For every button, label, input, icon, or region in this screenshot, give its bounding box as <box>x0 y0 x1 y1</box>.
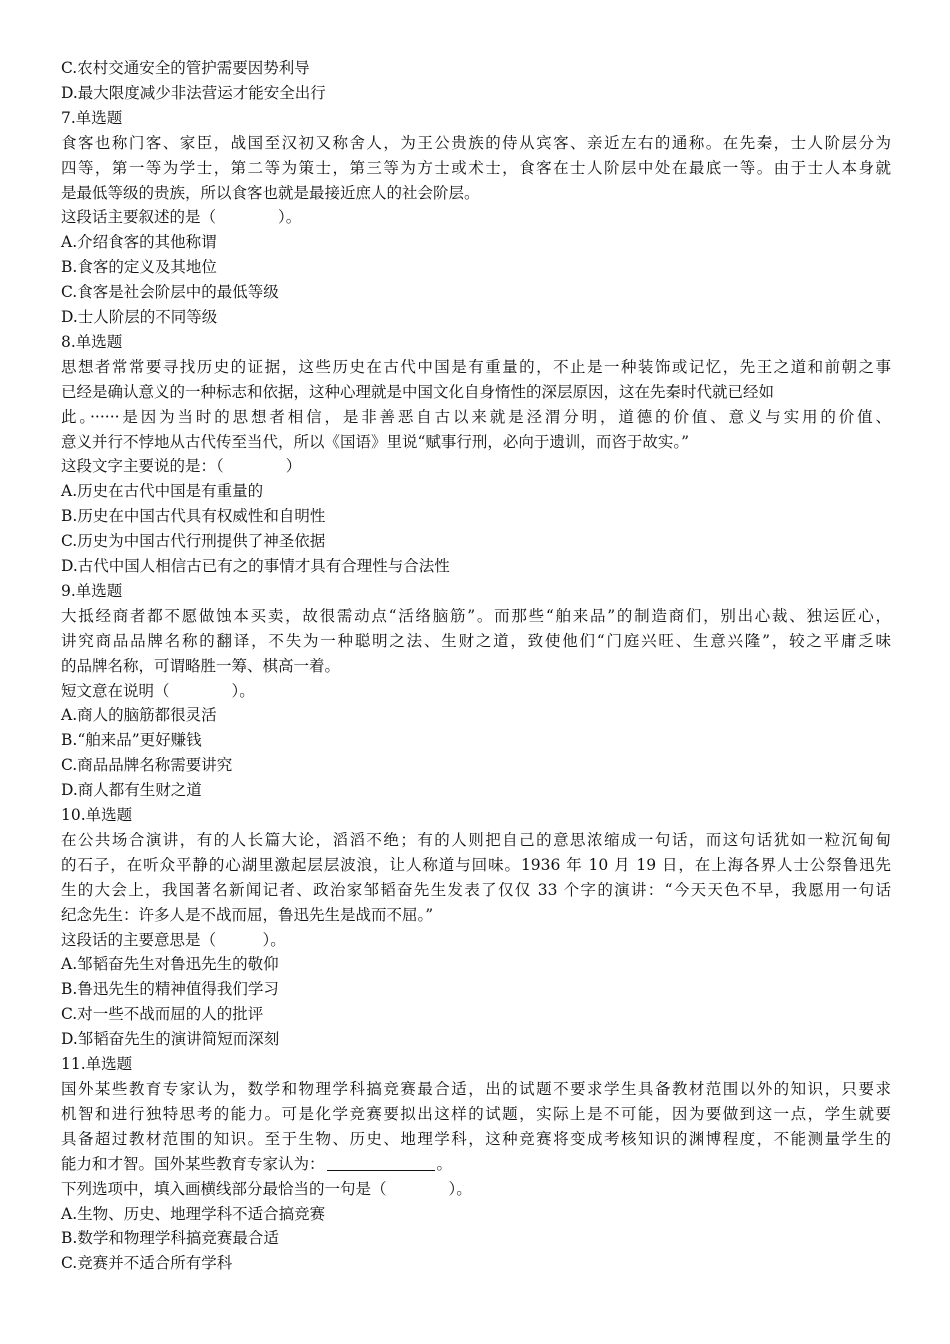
q11-passage-line <box>61 1152 891 1177</box>
q11-passage-text: 能力和才智。国外某些教育专家认为： <box>61 1154 325 1173</box>
q8-option-d: D.古代中国人相信古已有之的事情才具有合理性与合法性 <box>61 557 450 576</box>
exam-page <box>61 56 891 1276</box>
q7-option-a: A.介绍食客的其他称谓 <box>61 233 217 252</box>
q8-option-b: B.历史在中国古代具有权威性和自明性 <box>61 507 326 526</box>
q8-passage-line: 意义并行不悖地从古代传至当代，所以《国语》里说“赋事行刑，必向于遗训，而咨于故实。” <box>61 432 690 451</box>
q9-question: 短文意在说明（ ）。 <box>61 681 255 700</box>
q11-option-c: C.竞赛并不适合所有学科 <box>61 1254 233 1273</box>
q11-option-b: B.数学和物理学科搞竞赛最合适 <box>61 1229 279 1248</box>
q7-passage-line: 食客也称门客、家臣，战国至汉初又称舍人，为王公贵族的侍从宾客、亲近左右的通称。在先秦，士人阶层分为 <box>61 133 891 152</box>
q7-passage-line: 是最低等级的贵族，所以食客也就是最接近庶人的社会阶层。 <box>61 183 480 202</box>
q7-option-c: C.食客是社会阶层中的最低等级 <box>61 283 279 302</box>
q9-passage-line: 大抵经商者都不愿做蚀本买卖，故很需动点“活络脑筋”。而那些“舶来品”的制造商们，别出心裁、独运匠心， <box>61 606 891 625</box>
q9-passage-line: 的品牌名称，可谓略胜一筹、棋高一着。 <box>61 656 341 675</box>
q11-question: 下列选项中，填入画横线部分最恰当的一句是（ ）。 <box>61 1179 472 1198</box>
q8-option-c: C.历史为中国古代行刑提供了神圣依据 <box>61 532 326 551</box>
q9-option-c: C.商品品牌名称需要讲究 <box>61 756 233 775</box>
q10-passage-line: 在公共场合演讲，有的人长篇大论，滔滔不绝；有的人则把自己的意思浓缩成一句话，而这句话犹如一粒沉甸甸 <box>61 831 891 849</box>
q11-option-a: A.生物、历史、地理学科不适合搞竞赛 <box>61 1204 326 1223</box>
q9-option-b: B.“舶来品”更好赚钱 <box>61 731 202 750</box>
q8-passage-line: 已经是确认意义的一种标志和依据，这种心理就是中国文化自身惰性的深层原因，这在先秦时代就已经如 <box>61 382 775 401</box>
q6-option-c: C.农村交通安全的管护需要因势利导 <box>61 59 310 77</box>
q11-passage-line: 国外某些教育专家认为，数学和物理学科搞竞赛最合适，出的试题不要求学生具备教材范围以外的知识，只要求 <box>61 1080 891 1099</box>
fill-in-blank <box>327 1154 435 1171</box>
q11-passage-line: 机智和进行独特思考的能力。可是化学竞赛要拟出这样的试题，实际上是不可能，因为要做到这一点，学生就要 <box>61 1104 891 1123</box>
q10-passage-line: 纪念先生：许多人是不战而屈，鲁迅先生是战而不屈。” <box>61 905 434 924</box>
q6-option-d: D.最大限度减少非法营运才能安全出行 <box>61 83 326 102</box>
q7-option-d: D.士人阶层的不同等级 <box>61 308 218 327</box>
q11-passage-line: 具备超过教材范围的知识。至于生物、历史、地理学科，这种竞赛将变成考核知识的渊博程度，不能测量学生的 <box>61 1129 891 1148</box>
q10-heading: 10.单选题 <box>61 806 133 825</box>
q8-passage-line: 思想者常常要寻找历史的证据，这些历史在古代中国是有重量的，不止是一种装饰或记忆，先王之道和前朝之事 <box>61 357 891 376</box>
q8-passage-line: 此。······是因为当时的思想者相信，是非善恶自古以来就是泾渭分明，道德的价值、意义与实用的价值、 <box>61 407 891 426</box>
q11-heading: 11.单选题 <box>61 1055 133 1074</box>
q7-passage-line: 四等，第一等为学士，第二等为策士，第三等为方士或术士，食客在士人阶层中处在最底一等。由于士人本身就 <box>61 158 891 177</box>
q9-passage-line: 讲究商品品牌名称的翻译，不失为一种聪明之法、生财之道，致使他们“门庭兴旺、生意兴隆”，较之平庸乏味 <box>61 631 891 650</box>
q10-option-d: D.邹韬奋先生的演讲简短而深刻 <box>61 1030 280 1049</box>
q9-option-a: A.商人的脑筋都很灵活 <box>61 706 217 725</box>
q11-passage-end: 。 <box>436 1154 453 1173</box>
q10-passage-line: 生的大会上，我国著名新闻记者、政治家邹韬奋先生发表了仅仅 33 个字的演讲：“今天天色不早，我愿用一句话 <box>61 880 891 899</box>
q8-question: 这段文字主要说的是：（ ） <box>61 457 302 476</box>
q10-option-a: A.邹韬奋先生对鲁迅先生的敬仰 <box>61 955 279 974</box>
q7-option-b: B.食客的定义及其地位 <box>61 258 217 277</box>
q10-passage-line: 的石子，在听众平静的心湖里激起层层波浪，让人称道与回味。1936 年 10 月 19 日，在上海各界人士公祭鲁迅先 <box>61 855 891 874</box>
q10-option-c: C.对一些不战而屈的人的批评 <box>61 1005 264 1024</box>
q8-option-a: A.历史在古代中国是有重量的 <box>61 482 264 501</box>
q7-heading: 7.单选题 <box>61 108 123 127</box>
q9-option-d: D.商人都有生财之道 <box>61 781 202 800</box>
q9-heading: 9.单选题 <box>61 581 123 600</box>
q8-heading: 8.单选题 <box>61 332 123 351</box>
q10-question: 这段话的主要意思是（ ）。 <box>61 930 286 949</box>
q10-option-b: B.鲁迅先生的精神值得我们学习 <box>61 980 279 999</box>
q7-question: 这段话主要叙述的是（ ）。 <box>61 208 302 227</box>
